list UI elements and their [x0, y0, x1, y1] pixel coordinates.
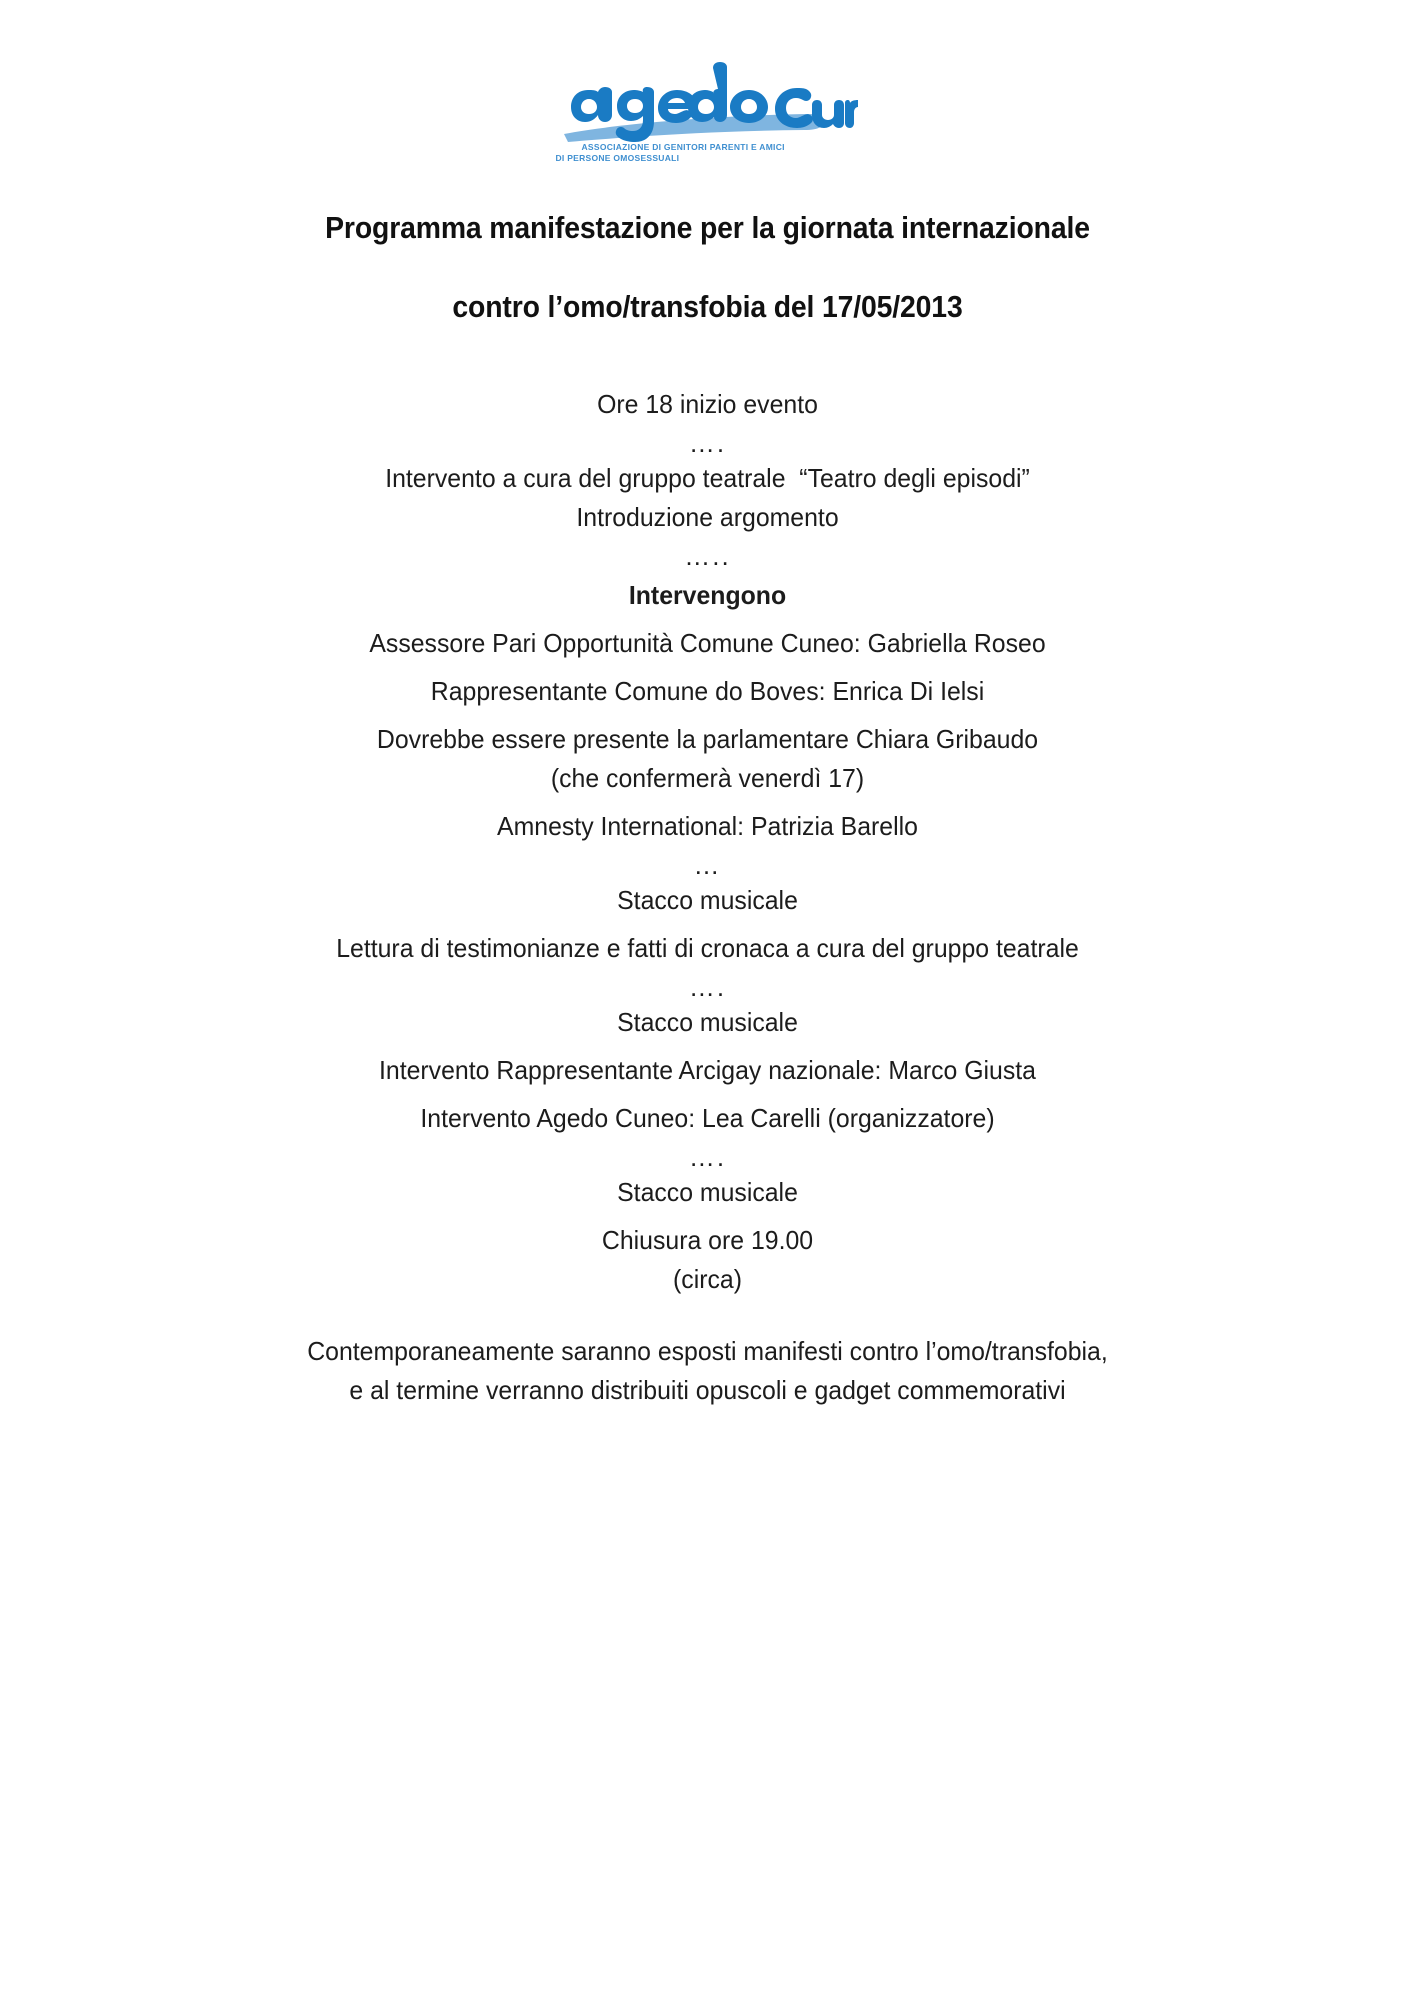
program-separator-dots-3: … [693, 849, 722, 880]
logo-tagline-line1: ASSOCIAZIONE DI GENITORI PARENTI E AMICI [581, 142, 785, 152]
closing-note-line-2: e al termine verranno distribuiti opuscoli e gadget commemorativi [349, 1374, 1066, 1405]
program-heading-speakers: Intervengono [628, 579, 787, 610]
document-title [0, 211, 1415, 325]
logo-tagline-line2: DI PERSONE OMOSESSUALI [555, 153, 680, 164]
program-line-music-break-3: Stacco musicale [617, 1176, 798, 1207]
program-line-speaker-arcigay: Intervento Rappresentante Arcigay nazionale: Marco Giusta [378, 1054, 1036, 1085]
program-separator-dots-1: …. [688, 427, 727, 458]
closing-note-line-1: Contemporaneamente saranno esposti manifesti contro l’omo/transfobia, [307, 1335, 1108, 1366]
program-line-music-break-2: Stacco musicale [617, 1006, 798, 1037]
program-line-closing-time: Chiusura ore 19.00 [601, 1224, 814, 1255]
closing-note [0, 1335, 1415, 1405]
document-title-line-2: contro l’omo/transfobia del 17/05/2013 [452, 289, 963, 324]
program-line-speaker-agedo: Intervento Agedo Cuneo: Lea Carelli (organizzatore) [420, 1102, 995, 1133]
program-line-closing-approx: (circa) [673, 1263, 742, 1294]
program-line-speaker-amnesty: Amnesty International: Patrizia Barello [497, 810, 918, 841]
program-line-music-break-1: Stacco musicale [617, 884, 798, 915]
program-separator-dots-2: ….. [684, 540, 731, 571]
organization-logo [0, 0, 1415, 165]
agedo-cuneo-logo-icon [558, 46, 858, 146]
program-body [0, 388, 1415, 1294]
program-line-theatre-group: Intervento a cura del gruppo teatrale “Teatro degli episodi” [385, 462, 1030, 493]
program-line-speaker-assessore: Assessore Pari Opportunità Comune Cuneo: Gabriella Roseo [369, 627, 1046, 658]
program-line-speaker-boves: Rappresentante Comune do Boves: Enrica Di Ielsi [430, 675, 985, 706]
program-line-gribaudo-note: (che confermerà venerdì 17) [550, 762, 865, 793]
program-line-start-time: Ore 18 inizio evento [597, 388, 818, 419]
program-line-speaker-gribaudo: Dovrebbe essere presente la parlamentare Chiara Gribaudo [376, 723, 1039, 754]
program-separator-dots-5: …. [688, 1141, 727, 1172]
program-line-topic-intro: Introduzione argomento [576, 501, 839, 532]
program-separator-dots-4: …. [688, 971, 727, 1002]
document-title-line-1: Programma manifestazione per la giornata internazionale [325, 210, 1090, 245]
program-line-readings: Lettura di testimonianze e fatti di cronaca a cura del gruppo teatrale [336, 932, 1079, 963]
